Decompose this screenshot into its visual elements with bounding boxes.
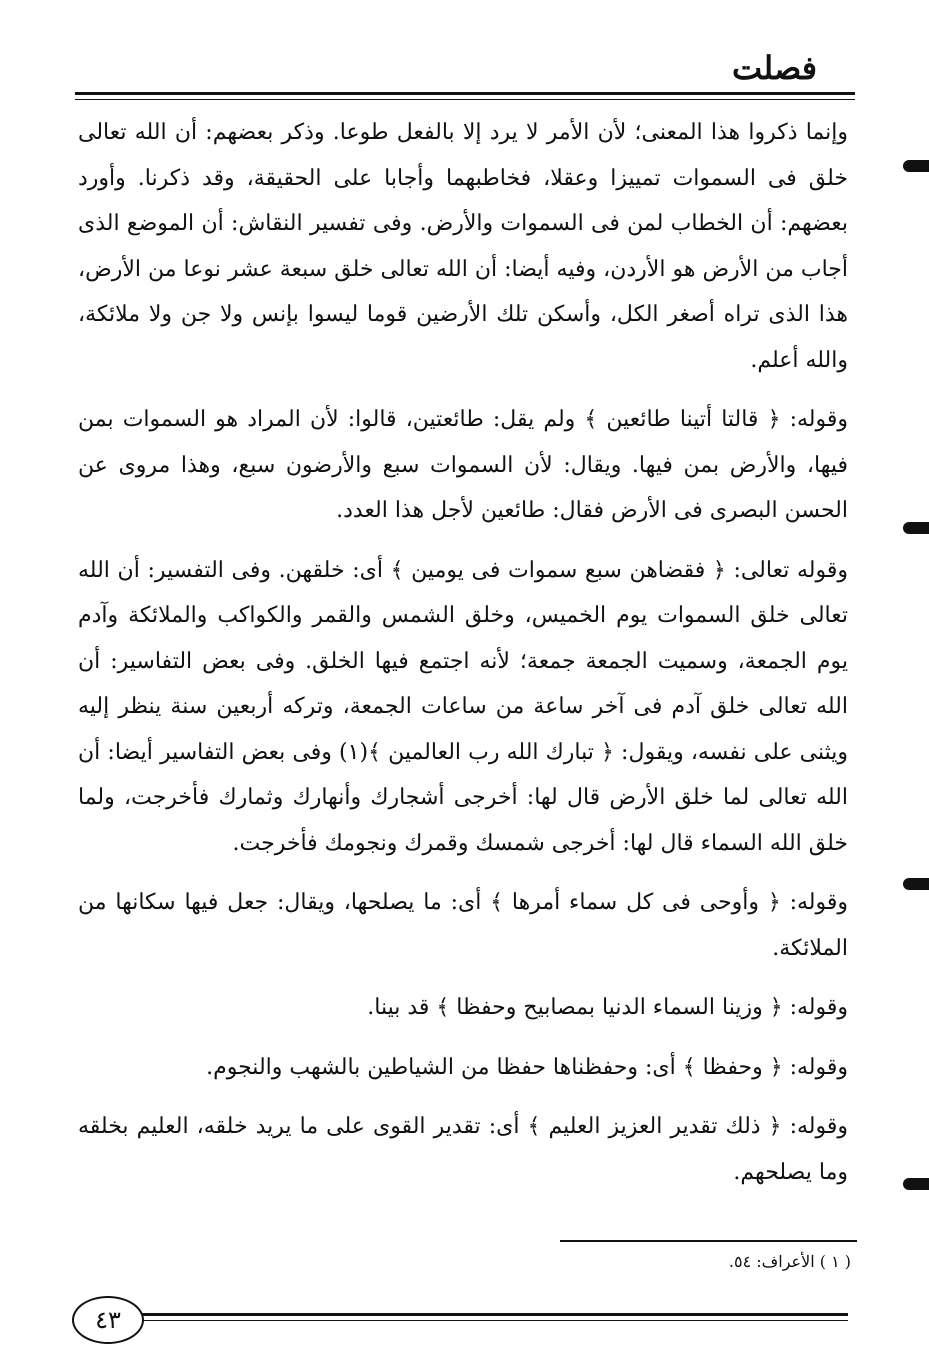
margin-marker [903, 522, 929, 534]
paragraph-1: وإنما ذكروا هذا المعنى؛ لأن الأمر لا يرد إلا بالفعل طوعا. وذكر بعضهم: أن الله تعالى خلق فى السموات تمييزا وعقلا، فخاطبهما وأجابا على الحقيقة، وقد ذكرنا. وأورد بعضهم: أن الخطاب لمن فى السموات والأرض. وفى تفسير النقاش: أن الموضع الذى أجاب من الأرض هو الأردن، وفيه أيضا: أن الله تعالى خلق سبعة عشر نوعا من الأرض، هذا الذى تراه أصغر الكل، وأسكن تلك الأرضين قوما ليسوا بإنس ولا جن ولا ملائكة، والله أعلم. [78, 120, 848, 373]
paragraph-7: وقوله: ﴿ ذلك تقدير العزيز العليم ﴾ أى: تقدير القوى على ما يريد خلقه، العليم بخلقه وما يصلحهم. [78, 1114, 848, 1185]
margin-marker [903, 160, 929, 172]
footer-rule [140, 1313, 848, 1321]
footnote-rule [560, 1240, 857, 1242]
paragraph-6: وقوله: ﴿ وحفظا ﴾ أى: وحفظناها حفظا من الشياطين بالشهب والنجوم. [206, 1054, 848, 1080]
margin-marker [903, 878, 929, 890]
header-rule [75, 92, 855, 100]
surah-title: فصلت [731, 49, 817, 87]
paragraph-4: وقوله: ﴿ وأوحى فى كل سماء أمرها ﴾ أى: ما يصلحها، ويقال: جعل فيها سكانها من الملائكة. [78, 890, 848, 961]
page-number: ٤٣ [72, 1296, 144, 1344]
footnote: ( ١ ) الأعراف: ٥٤. [728, 1252, 851, 1271]
paragraph-3: وقوله تعالى: ﴿ فقضاهن سبع سموات فى يومين ﴾ أى: خلقهن. وفى التفسير: أن الله تعالى خلق السموات يوم الخميس، وخلق الشمس والقمر والكواكب والملائكة وآدم يوم الجمعة، وسميت الجمعة جمعة؛ لأنه اجتمع فيها الخلق. وفى بعض التفاسير: أن الله تعالى خلق آدم فى آخر ساعة من ساعات الجمعة، وتركه أربعين سنة ينظر إليه ويثنى على نفسه، ويقول: ﴿ تبارك الله رب العالمين ﴾(١) وفى بعض التفاسير أيضا: أن الله تعالى لما خلق الأرض قال لها: أخرجى أشجارك وأنهارك وثمارك فأخرجت، ولما خلق الله السماء قال لها: أخرجى شمسك وقمرك ونجومك فأخرجت. [78, 557, 848, 856]
margin-marker [903, 1178, 929, 1190]
paragraph-2: وقوله: ﴿ قالتا أتينا طائعين ﴾ ولم يقل: طائعتين، قالوا: لأن المراد هو السموات بمن فيها، والأرض بمن فيها. ويقال: لأن السموات سبع والأرضون سبع، وهذا مروى عن الحسن البصرى فى الأرض فقال: طائعين لأجل هذا العدد. [78, 407, 848, 523]
paragraph-5: وقوله: ﴿ وزينا السماء الدنيا بمصابيح وحفظا ﴾ قد بينا. [367, 995, 848, 1020]
main-text [78, 110, 848, 1209]
